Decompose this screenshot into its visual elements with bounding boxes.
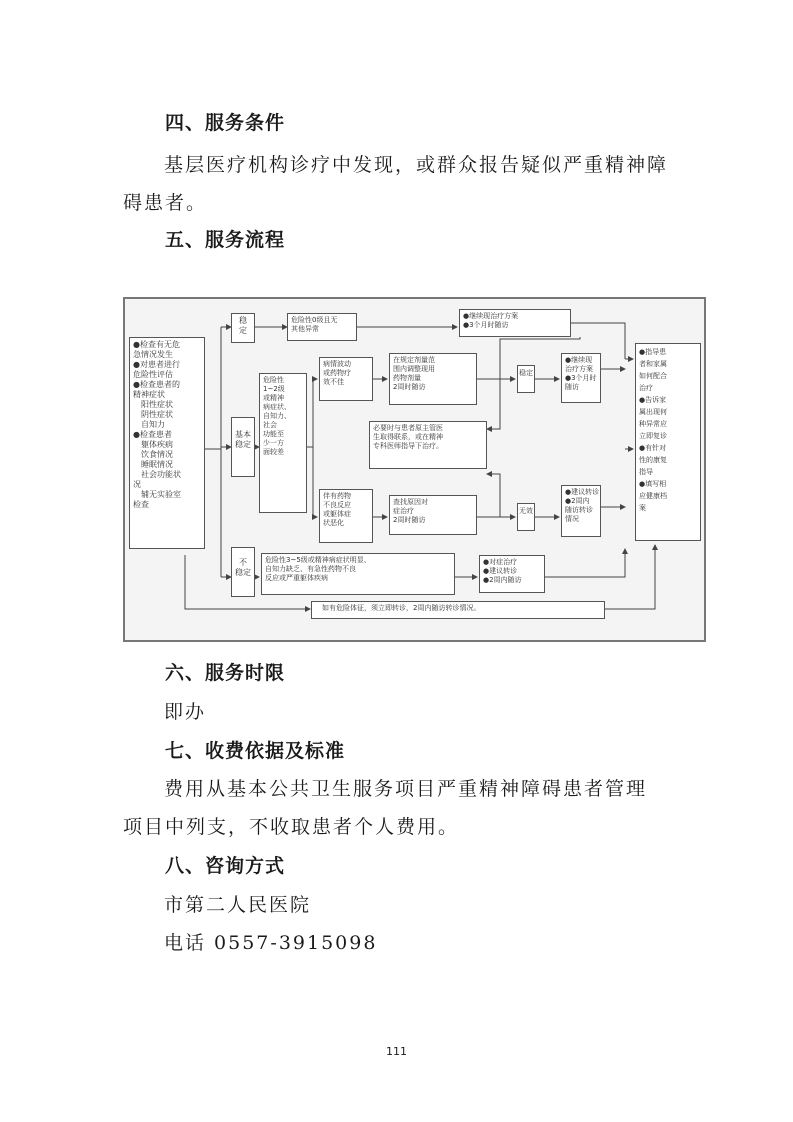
keep-plan-2-line: ●继续现 bbox=[565, 356, 593, 364]
guidance-box bbox=[635, 343, 701, 541]
unstable-box bbox=[231, 547, 255, 597]
suggest-referral-line: 随访转诊 bbox=[565, 506, 593, 514]
emergency-line: ●2周内随访 bbox=[483, 576, 522, 584]
basic-stable-box bbox=[231, 417, 255, 477]
assessment-line: 辅无实验室 bbox=[141, 490, 181, 499]
risk-level-1-2-line: 社会 bbox=[263, 421, 277, 429]
section-4-line-2: 碍患者。 bbox=[123, 192, 208, 214]
assessment-line: 况 bbox=[133, 480, 141, 489]
unstable-line: 不 bbox=[239, 558, 247, 567]
assessment-line: ●检查有无危 bbox=[133, 340, 180, 349]
assessment-line: 阳性症状 bbox=[141, 400, 173, 409]
guidance-line: 者和家属 bbox=[639, 360, 667, 368]
check-cause-line: 查找原因对 bbox=[393, 498, 428, 506]
suggest-referral-line: 情况 bbox=[565, 515, 579, 523]
basic-stable-line: 稳定 bbox=[235, 440, 251, 449]
assessment-line: ●对患者进行 bbox=[133, 360, 180, 369]
guidance-line: 立即复诊 bbox=[639, 432, 667, 440]
guidance-line: ●有针对 bbox=[639, 444, 667, 452]
guidance-line: 案 bbox=[639, 504, 646, 512]
section-5-title: 五、服务流程 bbox=[165, 229, 286, 251]
adjust-dose-line: 在规定剂量范 bbox=[393, 356, 435, 364]
risk-level-1-2-line: 危险性 bbox=[263, 376, 284, 384]
guidance-line: 如何配合 bbox=[639, 372, 667, 380]
suggest-referral-line: ●2周内 bbox=[565, 497, 590, 505]
poor-effect-line: 效不佳 bbox=[323, 378, 344, 386]
risk-level-0-line: 危险性0级且无 bbox=[291, 316, 338, 324]
page-number: 111 bbox=[386, 1045, 407, 1058]
risk-level-3-5-line: 反应或严重躯体疾病 bbox=[265, 574, 328, 582]
risk-level-0-line: 其他异常 bbox=[291, 325, 319, 333]
section-4-title: 四、服务条件 bbox=[165, 112, 286, 134]
contact-doctor-line: 生取得联系，或在精神 bbox=[373, 433, 443, 441]
assessment-line: 躯体疾病 bbox=[141, 440, 173, 449]
guidance-line: 属出现何 bbox=[639, 408, 667, 416]
assessment-line: 社会功能状 bbox=[141, 470, 181, 479]
stable-box bbox=[231, 313, 255, 343]
keep-plan-2-line: 治疗方案 bbox=[565, 365, 593, 373]
flowchart bbox=[123, 297, 706, 642]
assessment-line: 危险性评估 bbox=[133, 370, 173, 379]
stable-2-label: 稳定 bbox=[519, 369, 533, 377]
keep-plan-2-line: 随访 bbox=[565, 383, 579, 391]
risk-level-1-2-box bbox=[259, 373, 307, 513]
section-8-line-2: 电话 0557-3915098 bbox=[164, 932, 378, 954]
emergency-line: ●对症治疗 bbox=[483, 558, 518, 566]
poor-effect-line: 或药物疗 bbox=[323, 369, 351, 377]
risk-level-1-2-line: 自知力、 bbox=[263, 412, 291, 420]
keep-plan-line: ●3个月时随访 bbox=[463, 321, 509, 329]
check-cause-box bbox=[389, 495, 477, 535]
risk-level-3-5-line: 自知力缺乏、有急性药物不良 bbox=[265, 565, 356, 573]
side-effect-line: 状恶化 bbox=[323, 519, 344, 527]
contact-doctor-line: 必要时与患者原主管医 bbox=[373, 424, 443, 432]
guidance-line: ●填写相 bbox=[639, 480, 667, 488]
adjust-dose-box bbox=[389, 353, 477, 405]
danger-sign-bar bbox=[311, 601, 605, 619]
side-effect-line: 或躯体症 bbox=[323, 510, 351, 518]
section-6-title: 六、服务时限 bbox=[165, 662, 286, 684]
section-7-line-2: 项目中列支，不收取患者个人费用。 bbox=[123, 816, 460, 838]
assessment-line: 阴性症状 bbox=[141, 410, 173, 419]
assessment-line: 自知力 bbox=[141, 420, 165, 429]
risk-level-3-5-box bbox=[261, 553, 455, 595]
keep-plan-2-line: ●3个月时 bbox=[565, 374, 597, 382]
section-7-line-1: 费用从基本公共卫生服务项目严重精神障碍患者管理 bbox=[164, 778, 648, 800]
poor-effect-box bbox=[319, 357, 373, 401]
risk-level-1-2-line: 或精神 bbox=[263, 394, 284, 402]
stable-label: 稳定 bbox=[239, 316, 247, 335]
unstable-line: 稳定 bbox=[235, 568, 251, 577]
assessment-line: 睡眠情况 bbox=[141, 460, 173, 469]
no-effect-label: 无效 bbox=[519, 507, 533, 515]
stable-2-box bbox=[517, 365, 535, 393]
section-8-line-1: 市第二人民医院 bbox=[164, 894, 312, 916]
assessment-line: ●检查患者 bbox=[133, 430, 172, 439]
risk-level-1-2-line: 病症状、 bbox=[263, 403, 291, 411]
guidance-line: ●告诉家 bbox=[639, 396, 667, 404]
assessment-line: 精神症状 bbox=[133, 390, 165, 399]
section-7-title: 七、收费依据及标准 bbox=[165, 740, 346, 762]
section-8-title: 八、咨询方式 bbox=[165, 855, 286, 877]
no-effect-box bbox=[517, 503, 535, 531]
suggest-referral-box bbox=[561, 485, 601, 537]
emergency-line: ●建议转诊 bbox=[483, 567, 518, 575]
basic-stable-line: 基本 bbox=[235, 430, 251, 439]
suggest-referral-line: ●建议转诊 bbox=[565, 488, 600, 496]
risk-level-1-2-line: 面较差 bbox=[263, 448, 284, 456]
risk-level-1-2-line: 功能至 bbox=[263, 430, 284, 438]
guidance-line: 应健康档 bbox=[639, 492, 667, 500]
danger-sign-text: 如有危险体征，须立即转诊，2周内随访转诊情况。 bbox=[322, 604, 481, 612]
guidance-line: 性的康复 bbox=[639, 456, 667, 464]
side-effect-box bbox=[319, 489, 373, 543]
poor-effect-line: 病情波动 bbox=[323, 360, 351, 368]
guidance-line: 治疗 bbox=[639, 384, 653, 392]
check-cause-line: 症治疗 bbox=[393, 507, 414, 515]
guidance-line: 种异常应 bbox=[639, 420, 667, 428]
adjust-dose-line: 围内调整现用 bbox=[393, 365, 435, 373]
assessment-line: 检查 bbox=[133, 500, 149, 509]
side-effect-line: 不良反应 bbox=[323, 501, 351, 509]
assessment-line: 急情况发生 bbox=[133, 350, 173, 359]
keep-plan-2-box bbox=[561, 353, 601, 403]
contact-doctor-box bbox=[369, 421, 487, 469]
emergency-box bbox=[479, 555, 545, 593]
keep-plan-box bbox=[459, 309, 571, 337]
adjust-dose-line: 2周时随访 bbox=[393, 383, 426, 391]
assessment-box bbox=[129, 337, 205, 549]
check-cause-line: 2周时随访 bbox=[393, 516, 426, 524]
assessment-line: ●检查患者的 bbox=[133, 380, 180, 389]
risk-level-1-2-line: 1~2级 bbox=[263, 385, 285, 393]
risk-level-1-2-line: 少一方 bbox=[263, 439, 284, 447]
keep-plan-line: ●继续现治疗方案 bbox=[463, 312, 519, 320]
risk-level-3-5-line: 危险性3~5级或精神病症状明显、 bbox=[265, 556, 371, 564]
contact-doctor-line: 专科医师指导下治疗。 bbox=[373, 442, 443, 450]
guidance-line: 指导 bbox=[639, 468, 653, 476]
assessment-line: 饮食情况 bbox=[141, 450, 173, 459]
adjust-dose-line: 药物剂量 bbox=[393, 374, 421, 382]
section-4-line-1: 基层医疗机构诊疗中发现，或群众报告疑似严重精神障 bbox=[164, 154, 669, 176]
risk-level-0-box bbox=[287, 313, 357, 341]
section-6-text: 即办 bbox=[164, 701, 207, 723]
guidance-line: ●指导患 bbox=[639, 348, 667, 356]
side-effect-line: 伴有药物 bbox=[323, 492, 351, 500]
